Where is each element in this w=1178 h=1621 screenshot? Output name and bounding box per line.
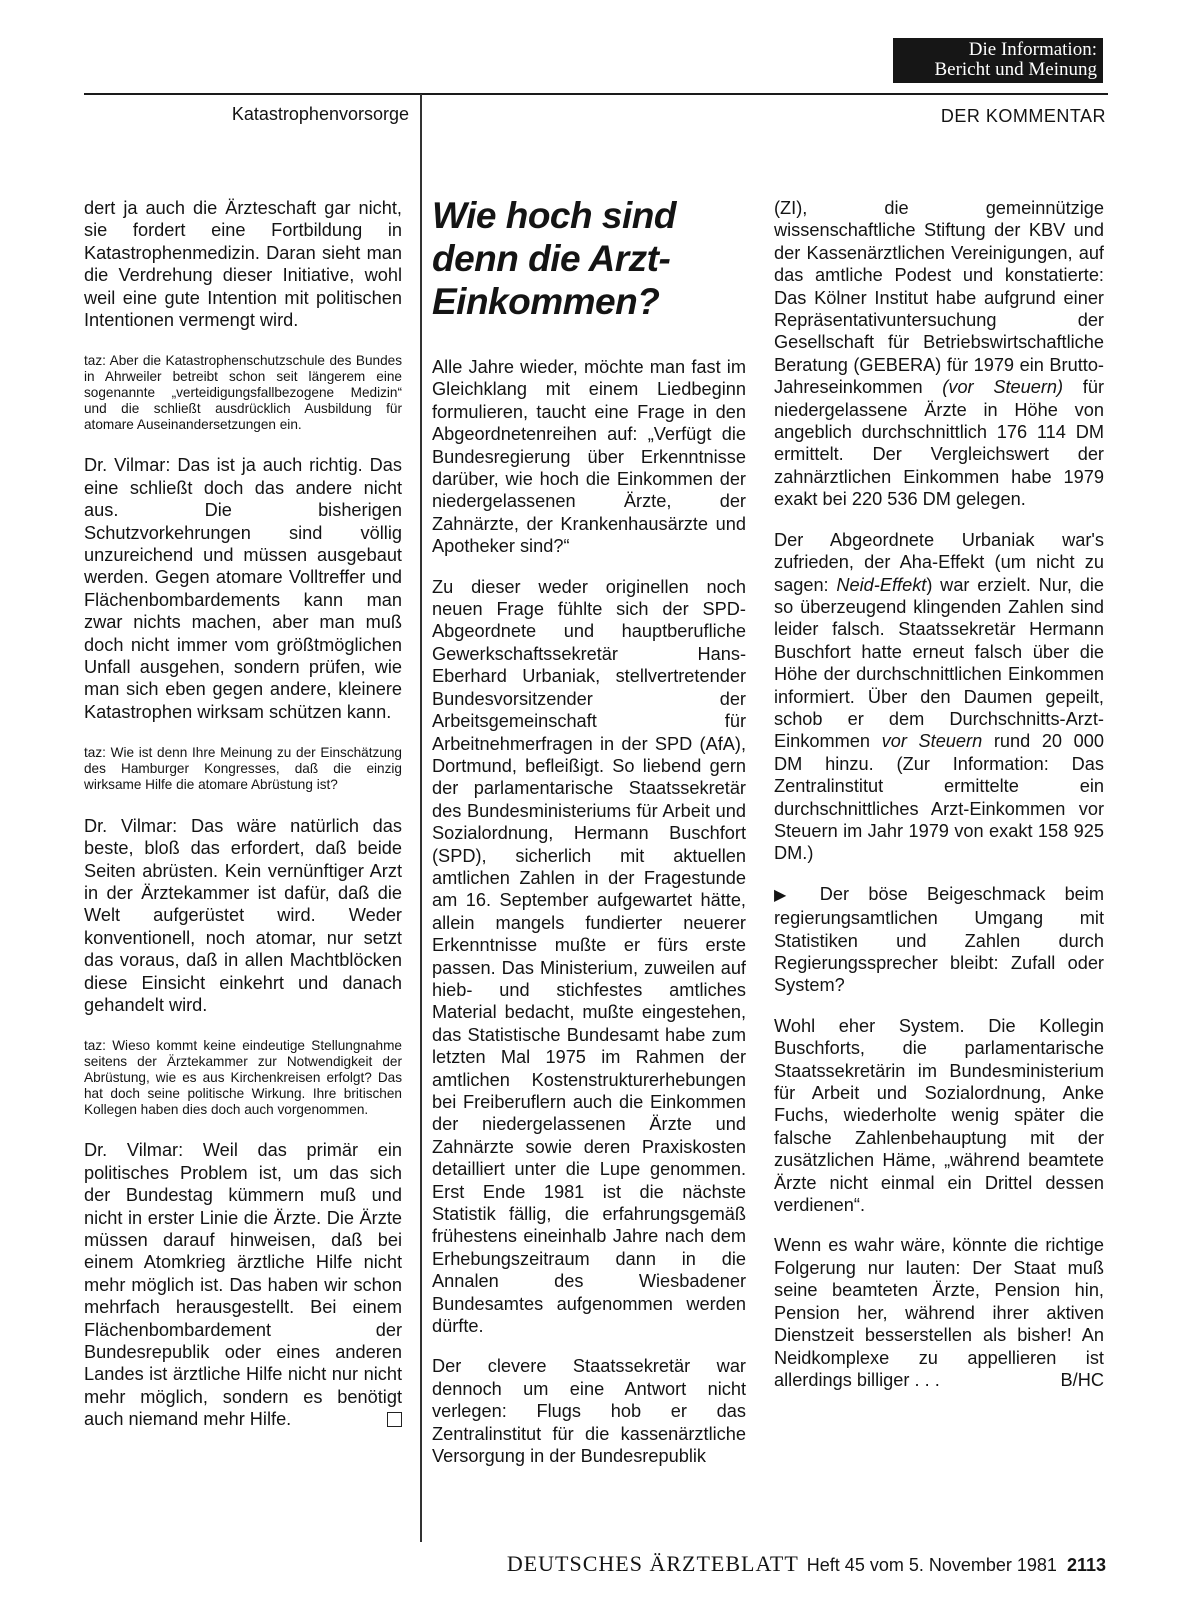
badge-line-2: Bericht und Meinung [934,59,1097,80]
interview-answer-text: Dr. Vilmar: Weil das primär ein politisches Problem ist, um das sich der Bundestag kümmern muß und nicht in erster Linie die Ärzte. Die Ärzte müssen darauf hinweisen, daß bei einem Atomkrieg ärztliche Hilfe nicht mehr möglich ist. Das haben wir schon mehrfach herausgestellt. Bei einem Flächenbombardement der Bundesrepublik oder eines anderen Landes ist ärztliche Hilfe nicht nur nicht mehr möglich, sondern es benötigt auch niemand mehr Hilfe. [84,1140,402,1430]
text-run: Der böse Beigeschmack beim regierungsamtlichen Umgang mit Statistiken und Zahlen durch Regierungssprecher bleibt: Zufall oder System? [774,883,1104,996]
commentary-paragraph [774,883,1104,997]
issue-info: Heft 45 vom 5. November 1981 [806,1555,1057,1575]
interview-question: taz: Aber die Katastrophenschutzschule des Bundes in Ahrweiler betreibt schon seit längerem eine sogenannte „verteidigungsfallbezogene Medizin“ und die schließt ausdrücklich Ausbildung für atomare Auseinandersetzungen ein. [84,353,402,432]
section-badge [893,38,1103,83]
text-run: rund 20 000 DM hinzu. (Zur Information: Das Zentralinstitut ermittelte ein durchschnittliches Arzt-Einkommen vor Steuern im Jahr 1979 von exakt 158 925 DM.) [774,731,1104,864]
headline-line: Wie hoch sind [432,195,676,236]
arrow-right-icon: ▶ [774,886,801,904]
emphasis: vor Steuern [881,731,983,752]
text-run: (ZI), die gemeinnützige wissenschaftliche Stiftung der KBV und der Kassenärztlichen Vereinigungen, auf das amtliche Podest und konstatierte: Das Kölner Institut habe aufgrund einer Repräsentativuntersuchung der Gesellschaft für Betriebswirtschaftliche Beratung (GEBERA) für 1979 ein Brutto-Jahreseinkommen [774,198,1104,398]
interview-question: taz: Wieso kommt keine eindeutige Stellungnahme seitens der Ärztekammer zur Notwendigkeit der Abrüstung, wie es aus Kirchenkreisen erfolgt? Das hat doch seine politische Wirkung. Ihre britischen Kollegen haben dies doch auch vorgenommen. [84,1038,402,1117]
article-headline [432,194,747,323]
top-rule [84,93,1108,95]
section-label-left: Katastrophenvorsorge [231,104,409,124]
column-commentary-1 [432,356,746,1468]
emphasis: Neid-Effekt [836,574,927,595]
interview-question: taz: Wie ist denn Ihre Meinung zu der Einschätzung des Hamburger Kongresses, daß die einzig wirksame Hilfe die atomare Abrüstung ist? [84,745,402,792]
commentary-paragraph: Zu dieser weder originellen noch neuen Frage fühlte sich der SPD-Abgeordnete und hauptberufliche Gewerkschaftssekretär Hans-Eberhard Urbaniak, stellvertretender Bundesvorsitzender der Arbeitsgemeinschaft für Arbeitnehmerfragen in der SPD (AfA), Dortmund, befleißigt. So liebend gern der parlamentarische Staatssekretär des Bundesministeriums für Arbeit und Sozialordnung, Hermann Buschfort (SPD), sicherlich mit aktuellen amtlichen Zahlen in der Fragestunde am 16. September aufgewartet hätte, allein mangels fundierter neuerer Erkenntnisse mußte er fürs erste passen. Das Ministerium, zuweilen auf hieb- und stichfestes amtliches Material bedacht, mußte eingestehen, das Statistische Bundesamt habe zum letzten Mal 1975 im Rahmen der amtlichen Kostenstrukturerhebungen bei Freiberuflern auch die Einkommen der niedergelassenen Ärzte und Zahnärzte sowie deren Praxiskosten detailliert unter die Lupe genommen. Erst Ende 1981 ist die nächste Statistik fällig, die erfahrungsgemäß frühestens eineinhalb Jahre nach dem Erhebungszeitraum dann in die Annalen des Wiesbadener Bundesamtes aufgenommen werden dürfte. [432,576,746,1337]
headline-line: Einkommen? [432,281,660,322]
column-divider [420,94,422,1542]
commentary-paragraph [774,1234,1104,1391]
column-commentary-2 [774,197,1104,1391]
text-run: Der Abgeordnete Urbaniak war's zufrieden, der Aha-Effekt (um nicht zu sagen: [774,529,1104,595]
page-number: 2113 [1066,1555,1106,1575]
interview-paragraph: dert ja auch die Ärzteschaft gar nicht, sie fordert eine Fortbildung in Katastrophenmedizin. Daran sieht man die Verdrehung dieser Initiative, wohl weil eine gute Intention mit politischen Intentionen vermengt wird. [84,198,402,331]
end-of-article-icon [387,1412,402,1427]
column-interview [84,197,402,1431]
headline-line: denn die Arzt- [432,238,671,279]
interview-answer: Dr. Vilmar: Das wäre natürlich das beste, bloß das erfordert, daß beide Seiten abrüsten. Kein vernünftiger Arzt in der Ärztekammer ist dafür, daß die Welt aufgerüstet wird. Weder konventionell, noch atomar, nur setzt das voraus, daß in allen Machtblöcken diese Einsicht einkehrt und danach gehandelt wird. [84,815,402,1015]
interview-answer [84,1139,402,1430]
text-run: Wenn es wahr wäre, könnte die richtige Folgerung nur lauten: Der Staat muß seine beamteten Ärzte, Pension hin, Pension her, während ihrer aktiven Dienstzeit besserstellen als bisher! An Neidkomplexe zu appellieren ist allerdings billiger . . . [774,1235,1104,1390]
section-label-right: DER KOMMENTAR [940,106,1106,126]
author-signature: B/HC [1060,1369,1104,1390]
emphasis: (vor Steuern) [942,377,1064,398]
text-run: für niedergelassene Ärzte in Höhe von angeblich durchschnittlich 176 114 DM ermittelt. Der Vergleichswert der zahnärztlichen Einkommen habe 1979 exakt bei 220 536 DM gelegen. [774,377,1104,510]
interview-answer: Dr. Vilmar: Das ist ja auch richtig. Das eine schließt doch das andere nicht aus. Die bisherigen Schutzvorkehrungen sind völlig unzureichend und müssen ausgebaut werden. Gegen atomare Volltreffer und Flächenbombardements kann man zwar nichts machen, aber man muß doch nicht immer vom größtmöglichen Unfall ausgehen, sondern prüfen, wie man sich eben gegen andere, kleinere Katastrophen wirksam schützen kann. [84,455,402,722]
commentary-paragraph [774,197,1104,511]
page-footer [426,1551,1106,1577]
badge-line-1: Die Information: [968,39,1097,60]
commentary-paragraph: Wohl eher System. Die Kollegin Buschforts, die parlamentarische Staatssekretärin im Bundesministerium für Arbeit und Sozialordnung, Anke Fuchs, wiederholte wenig später die falsche Zahlenbehauptung mit der zusätzlichen Häme, „während beamtete Ärzte nicht einmal ein Drittel dessen verdienen“. [774,1015,1104,1216]
commentary-paragraph [774,529,1104,865]
commentary-paragraph: Der clevere Staatssekretär war dennoch um eine Antwort nicht verlegen: Flugs hob er das Zentralinstitut für die kassenärztliche Versorgung in der Bundesrepublik [432,1356,746,1467]
masthead: DEUTSCHES ÄRZTEBLATT [506,1551,799,1576]
text-run: ) war erzielt. Nur, die so überzeugend klingenden Zahlen sind leider falsch. Staatssekretär Hermann Buschfort hatte erneut falsch über die Höhe der durchschnittlichen Einkommen informiert. Über den Daumen gepeilt, schob er dem Durchschnitts-Arzt-Einkommen [774,574,1104,752]
commentary-paragraph: Alle Jahre wieder, möchte man fast im Gleichklang mit einem Liedbeginn formulieren, taucht eine Frage in den Abgeordnetenreihen auf: „Verfügt die Bundesregierung über Erkenntnisse darüber, wie hoch die Einkommen der niedergelassenen Ärzte, der Zahnärzte, der Krankenhausärzte und Apotheker sind?“ [432,357,746,557]
